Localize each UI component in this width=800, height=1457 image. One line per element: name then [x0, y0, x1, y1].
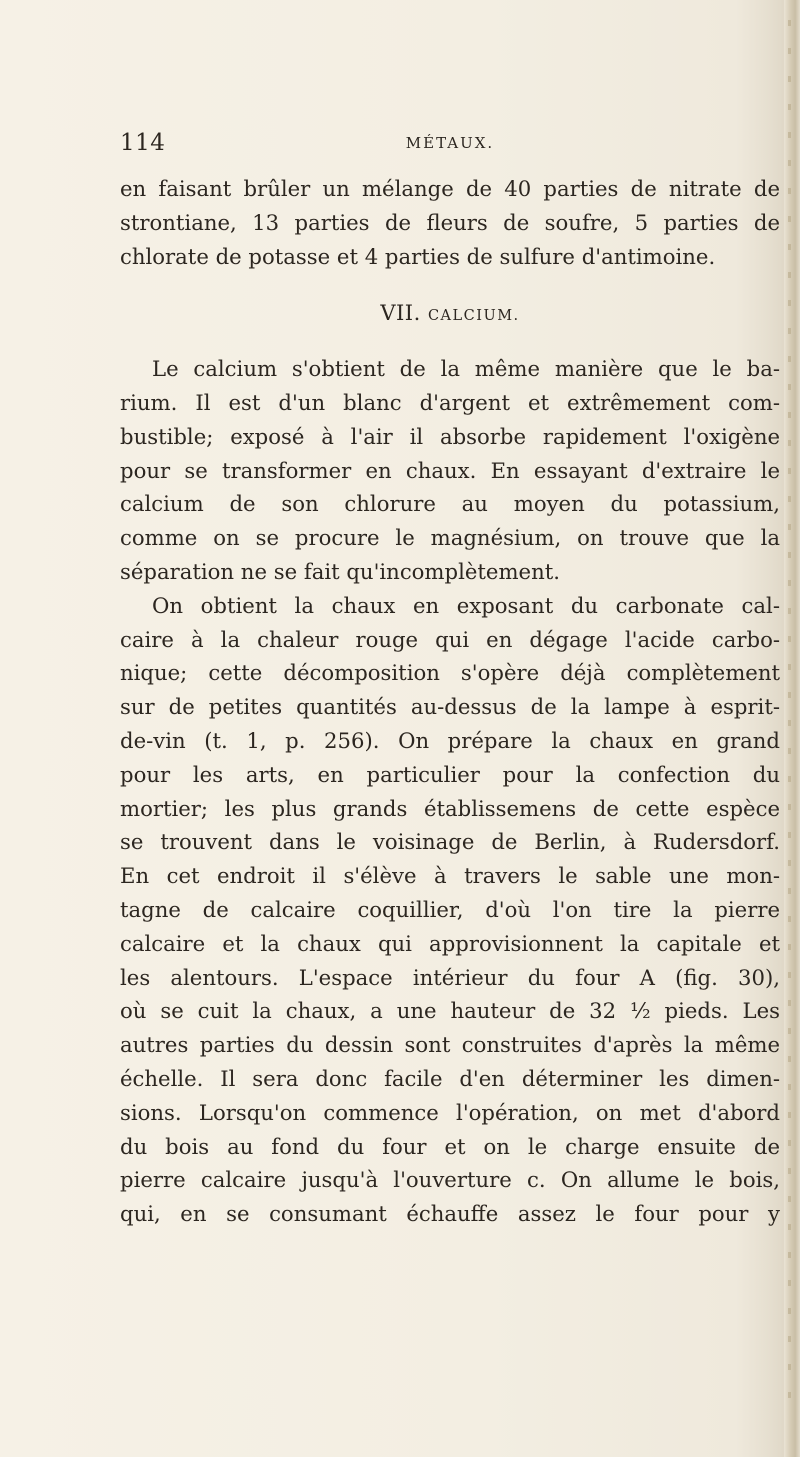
- text-line: calcaire et la chaux qui approvisionnent la capitale et: [120, 930, 780, 956]
- text-line: rium. Il est d'un blanc d'argent et extrêmement com-: [120, 389, 780, 415]
- text-line: strontiane, 13 parties de fleurs de soufre, 5 parties de: [120, 209, 780, 235]
- text-line: tagne de calcaire coquillier, d'où l'on tire la pierre: [120, 896, 780, 922]
- text-line: du bois au fond du four et on le charge ensuite de: [120, 1133, 780, 1159]
- text-line: caire à la chaleur rouge qui en dégage l'acide carbo-: [120, 626, 780, 652]
- text-line: séparation ne se fait qu'incomplètement.: [120, 558, 560, 584]
- text-line: Le calcium s'obtient de la même manière que le ba-: [152, 356, 780, 382]
- text-line: calcium de son chlorure au moyen du potassium,: [120, 491, 780, 517]
- text-line: pierre calcaire jusqu'à l'ouverture c. On allume le bois,: [120, 1167, 780, 1193]
- text-line: mortier; les plus grands établissemens de cette espèce: [120, 795, 780, 821]
- text-line: en faisant brûler un mélange de 40 parties de nitrate de: [120, 176, 780, 201]
- text-line: sur de petites quantités au-dessus de la lampe à esprit-: [120, 694, 780, 720]
- section-heading: [120, 297, 780, 334]
- text-line: échelle. Il sera donc facile d'en déterminer les dimen-: [120, 1065, 780, 1091]
- page-header: [120, 130, 780, 166]
- page-edge: [784, 0, 800, 1457]
- body-text: [120, 172, 780, 1231]
- text-line: bustible; exposé à l'air il absorbe rapidement l'oxigène: [120, 423, 780, 449]
- text-line: les alentours. L'espace intérieur du four A (fig. 30),: [120, 964, 780, 990]
- text-line: pour se transformer en chaux. En essayant d'extraire le: [120, 457, 780, 483]
- section-numeral: VII.: [380, 301, 421, 326]
- text-line: se trouvent dans le voisinage de Berlin, à Rudersdorf.: [120, 829, 780, 855]
- text-line: où se cuit la chaux, a une hauteur de 32 ½ pieds. Les: [120, 998, 780, 1024]
- text-line: En cet endroit il s'élève à travers le sable une mon-: [120, 863, 780, 889]
- text-line: pour les arts, en particulier pour la confection du: [120, 761, 780, 787]
- text-line: comme on se procure le magnésium, on trouve que la: [120, 525, 780, 551]
- section-title: CALCIUM.: [427, 308, 520, 325]
- running-head: MÉTAUX.: [405, 134, 495, 152]
- text-line: sions. Lorsqu'on commence l'opération, on met d'abord: [120, 1099, 780, 1125]
- text-line: chlorate de potasse et 4 parties de sulfure d'antimoine.: [120, 243, 716, 269]
- text-line: autres parties du dessin sont construites d'après la même: [120, 1032, 780, 1058]
- page-number: 114: [120, 130, 166, 156]
- text-line: On obtient la chaux en exposant du carbonate cal-: [152, 592, 780, 618]
- text-line: qui, en se consumant échauffe assez le four pour y: [120, 1201, 780, 1227]
- text-line: nique; cette décomposition s'opère déjà complètement: [120, 660, 780, 686]
- text-line: de-vin (t. 1, p. 256). On prépare la chaux en grand: [120, 727, 780, 753]
